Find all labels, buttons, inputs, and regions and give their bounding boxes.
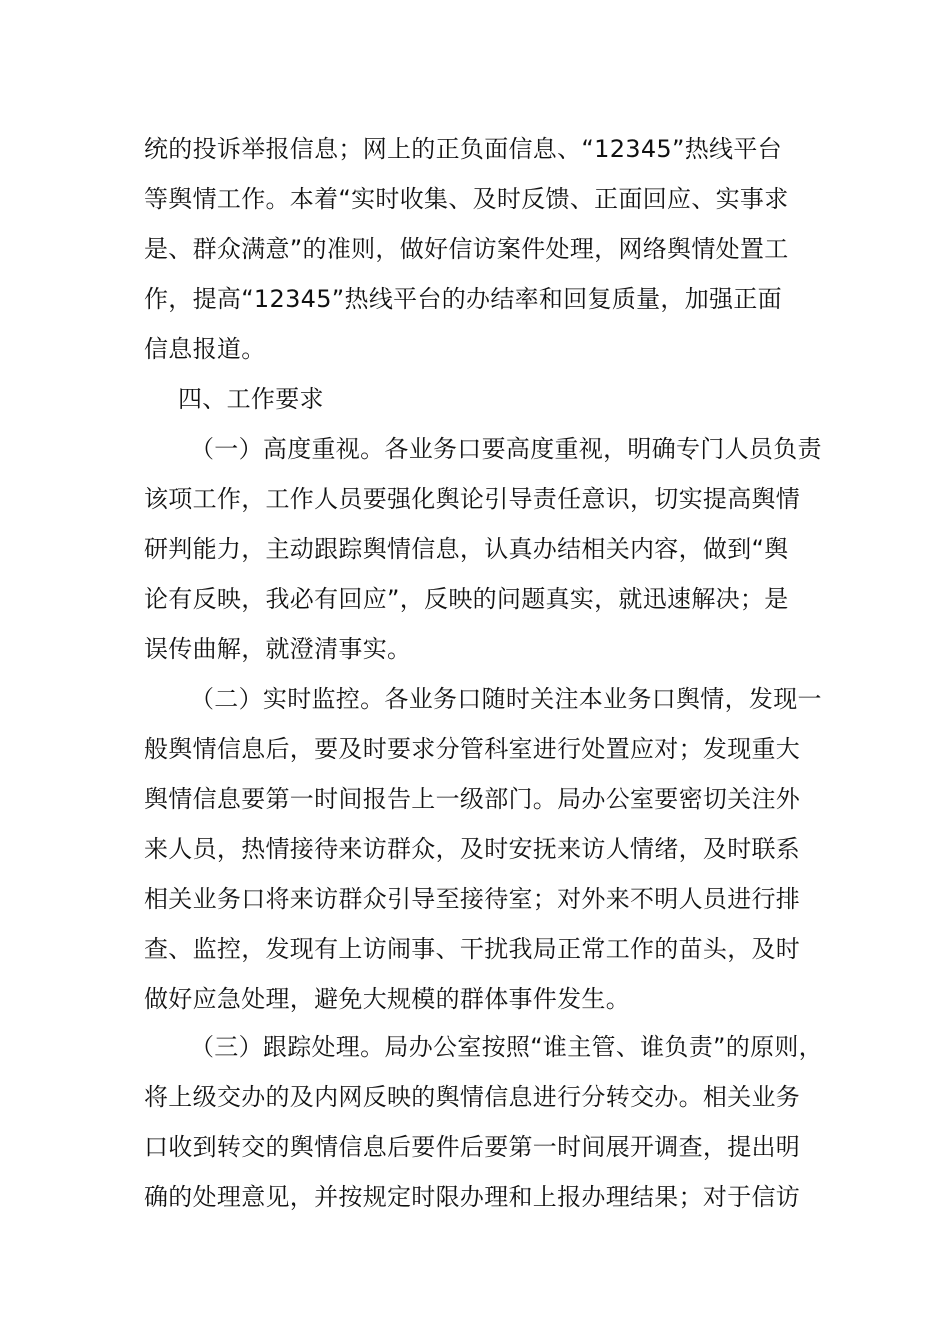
body-line: 将上级交办的及内网反映的舆情信息进行分转交办。相关业务 xyxy=(144,1083,801,1111)
body-line: 该项工作，工作人员要强化舆论引导责任意识，切实提高舆情 xyxy=(144,485,801,513)
body-line: 论有反映，我必有回应”，反映的问题真实，就迅速解决；是 xyxy=(144,585,789,613)
body-line: 做好应急处理，避免大规模的群体事件发生。 xyxy=(144,985,630,1013)
body-line: 统的投诉举报信息；网上的正负面信息、“12345”热线平台 xyxy=(144,135,782,163)
body-line: 来人员，热情接待来访群众，及时安抚来访人情绪，及时联系 xyxy=(144,835,801,863)
body-line: 确的处理意见，并按规定时限办理和上报办理结果；对于信访 xyxy=(144,1183,801,1211)
paragraph-first-line: （一）高度重视。各业务口要高度重视，明确专门人员负责 xyxy=(190,435,822,463)
section-heading: 四、工作要求 xyxy=(178,385,324,413)
body-line: 般舆情信息后，要及时要求分管科室进行处置应对；发现重大 xyxy=(144,735,801,763)
body-line: 等舆情工作。本着“实时收集、及时反馈、正面回应、实事求 xyxy=(144,185,789,213)
body-line: 作，提高“12345”热线平台的办结率和回复质量，加强正面 xyxy=(144,285,782,313)
body-line: 查、监控，发现有上访闹事、干扰我局正常工作的苗头，及时 xyxy=(144,935,801,963)
body-line: 误传曲解，就澄清事实。 xyxy=(144,635,412,663)
body-line: 口收到转交的舆情信息后要件后要第一时间展开调查，提出明 xyxy=(144,1133,801,1161)
body-line: 信息报道。 xyxy=(144,335,266,363)
body-line: 相关业务口将来访群众引导至接待室；对外来不明人员进行排 xyxy=(144,885,801,913)
body-line: 是、群众满意”的准则，做好信访案件处理，网络舆情处置工 xyxy=(144,235,789,263)
body-line: 舆情信息要第一时间报告上一级部门。局办公室要密切关注外 xyxy=(144,785,801,813)
body-line: 研判能力，主动跟踪舆情信息，认真办结相关内容，做到“舆 xyxy=(144,535,789,563)
paragraph-first-line: （二）实时监控。各业务口随时关注本业务口舆情，发现一 xyxy=(190,685,822,713)
paragraph-first-line: （三）跟踪处理。局办公室按照“谁主管、谁负责”的原则， xyxy=(190,1033,823,1061)
